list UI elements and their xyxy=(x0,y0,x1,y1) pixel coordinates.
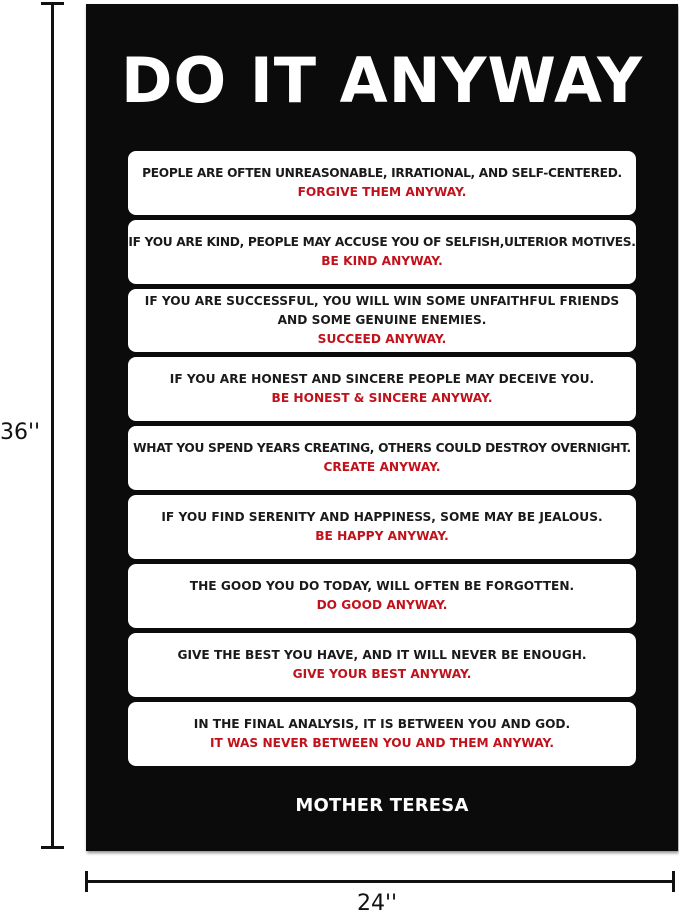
quote-response: BE KIND ANYWAY. xyxy=(321,254,443,268)
quote-list xyxy=(128,151,636,771)
quote-card xyxy=(128,426,636,490)
width-dimension-line xyxy=(86,880,674,883)
quote-card xyxy=(128,151,636,215)
height-dimension-label: 36'' xyxy=(0,420,44,446)
quote-author: MOTHER TERESA xyxy=(295,795,469,816)
quote-text: AND SOME GENUINE ENEMIES. xyxy=(277,313,487,327)
quote-text: WHAT YOU SPEND YEARS CREATING, OTHERS COULD DESTROY OVERNIGHT. xyxy=(133,441,631,455)
quote-card xyxy=(128,357,636,421)
width-dimension-label: 24'' xyxy=(357,891,398,913)
quote-text: IF YOU ARE KIND, PEOPLE MAY ACCUSE YOU OF SELFISH,ULTERIOR MOTIVES. xyxy=(128,235,636,249)
height-dimension-bottom-cap xyxy=(41,846,64,849)
quote-card xyxy=(128,220,636,284)
quote-response: BE HONEST & SINCERE ANYWAY. xyxy=(271,391,493,405)
quote-card xyxy=(128,289,636,352)
quote-card xyxy=(128,633,636,697)
quote-text: THE GOOD YOU DO TODAY, WILL OFTEN BE FORGOTTEN. xyxy=(189,579,575,593)
quote-card xyxy=(128,702,636,766)
quote-response: IT WAS NEVER BETWEEN YOU AND THEM ANYWAY. xyxy=(210,736,554,750)
quote-response: SUCCEED ANYWAY. xyxy=(317,332,447,346)
quote-text: PEOPLE ARE OFTEN UNREASONABLE, IRRATIONAL, AND SELF-CENTERED. xyxy=(142,166,622,180)
quote-text: IF YOU ARE SUCCESSFUL, YOU WILL WIN SOME UNFAITHFUL FRIENDS xyxy=(144,294,620,308)
quote-text: IF YOU ARE HONEST AND SINCERE PEOPLE MAY DECEIVE YOU. xyxy=(169,372,595,386)
width-dimension-right-cap xyxy=(672,871,675,892)
quote-card xyxy=(128,495,636,559)
quote-response: BE HAPPY ANYWAY. xyxy=(315,529,449,543)
height-dimension-line xyxy=(51,4,54,847)
quote-response: GIVE YOUR BEST ANYWAY. xyxy=(292,667,472,681)
quote-text: IN THE FINAL ANALYSIS, IT IS BETWEEN YOU AND GOD. xyxy=(193,717,571,731)
poster-title: DO IT ANYWAY xyxy=(120,44,644,117)
quote-text: IF YOU FIND SERENITY AND HAPPINESS, SOME MAY BE JEALOUS. xyxy=(161,510,603,524)
quote-response: FORGIVE THEM ANYWAY. xyxy=(297,185,467,199)
poster xyxy=(86,4,678,851)
quote-text: GIVE THE BEST YOU HAVE, AND IT WILL NEVER BE ENOUGH. xyxy=(177,648,587,662)
quote-response: CREATE ANYWAY. xyxy=(323,460,441,474)
quote-response: DO GOOD ANYWAY. xyxy=(316,598,448,612)
quote-card xyxy=(128,564,636,628)
